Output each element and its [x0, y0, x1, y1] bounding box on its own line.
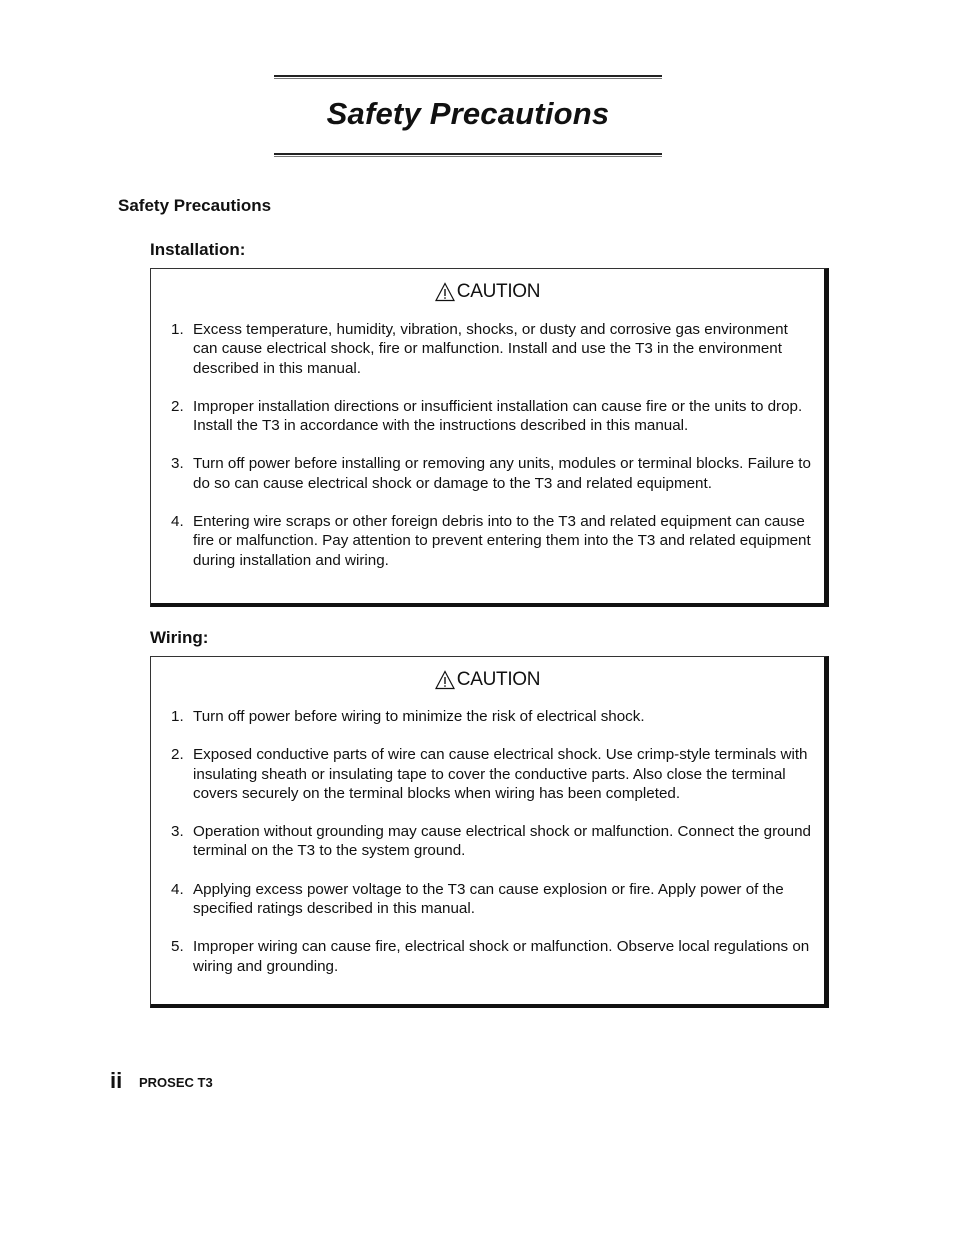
item-number: 2.: [171, 397, 184, 415]
page-number: ii: [110, 1068, 123, 1093]
item-text: Excess temperature, humidity, vibration, shocks, or dusty and corrosive gas environment can cause electrical shock, fire or malfunction. Install and use the T3 in the environment described in this manual.: [193, 321, 788, 377]
item-text: Improper wiring can cause fire, electrical shock or malfunction. Observe local regulations on wiring and grounding.: [193, 938, 810, 975]
list-item: [171, 880, 814, 919]
title-rule-top: [274, 75, 662, 79]
list-item: [171, 397, 814, 436]
item-text: Improper installation directions or insufficient installation can cause fire or the units to drop. Install the T3 in accordance with the instructions described in this manual.: [193, 397, 803, 435]
item-text: Operation without grounding may cause electrical shock or malfunction. Connect the ground terminal on the T3 to the system ground.: [193, 823, 811, 860]
list-item: [171, 454, 814, 493]
installation-list: [171, 320, 814, 589]
list-item: [171, 822, 814, 861]
item-text: Entering wire scraps or other foreign debris into to the T3 and related equipment can cause fire or malfunction. Pay attention to prevent entering them into the T3 and related equipment during installation and wiring.: [193, 513, 811, 569]
wiring-heading: Wiring:: [150, 628, 209, 647]
item-number: 3.: [171, 823, 184, 841]
item-number: 2.: [171, 746, 184, 764]
list-item: [171, 745, 814, 803]
item-number: 1.: [171, 321, 184, 338]
item-number: 4.: [171, 513, 184, 531]
section-heading: Safety Precautions: [118, 196, 272, 215]
list-item: [171, 937, 814, 976]
item-number: 5.: [171, 938, 184, 956]
warning-triangle-icon: [435, 282, 455, 303]
installation-caution-header: [151, 281, 824, 303]
footer-product-label: PROSEC T3: [139, 1075, 213, 1090]
item-text: Turn off power before wiring to minimize the risk of electrical shock.: [193, 708, 645, 725]
list-item: [171, 707, 814, 726]
caution-label: CAUTION: [456, 669, 541, 690]
title-rule-bottom: [274, 153, 662, 157]
list-item: [171, 320, 814, 378]
item-number: 1.: [171, 708, 184, 725]
item-text: Exposed conductive parts of wire can cause electrical shock. Use crimp-style terminals with insulating sheath or insulating tape to cover the conductive parts. Also close the terminal covers securely on the terminal blocks when wiring has been completed.: [193, 746, 808, 802]
wiring-list: [171, 707, 814, 995]
item-text: Applying excess power voltage to the T3 can cause explosion or fire. Apply power of the specified ratings described in this manual.: [193, 880, 784, 918]
item-text: Turn off power before installing or removing any units, modules or terminal blocks. Failure to do so can cause electrical shock or damage to the T3 and related equipment.: [193, 455, 811, 492]
installation-caution-box: [150, 268, 829, 607]
installation-heading: Installation:: [150, 240, 246, 259]
item-number: 4.: [171, 880, 184, 898]
page-title: Safety Precautions: [326, 96, 610, 131]
list-item: [171, 512, 814, 570]
wiring-caution-box: [150, 656, 829, 1008]
caution-label: CAUTION: [456, 281, 541, 302]
item-number: 3.: [171, 455, 184, 473]
warning-triangle-icon: [435, 670, 455, 691]
wiring-caution-header: [151, 669, 824, 691]
